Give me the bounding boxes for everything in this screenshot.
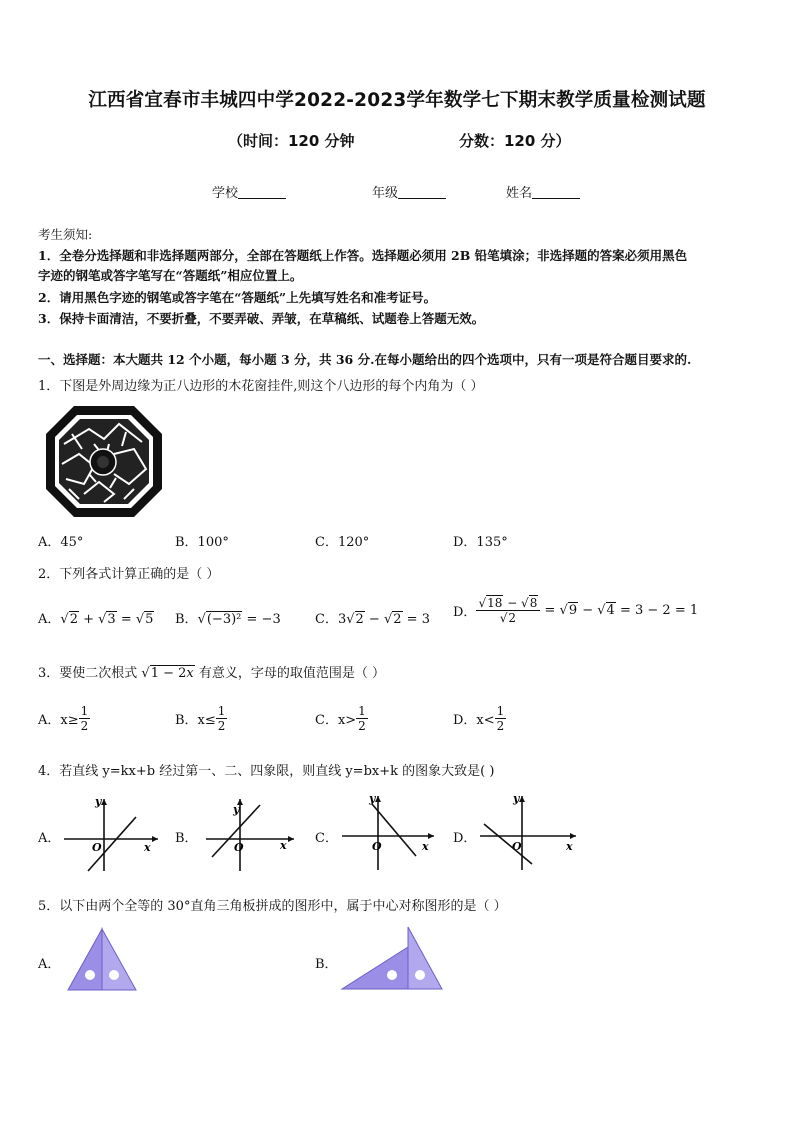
q2-expr-d: = √9 − √4 = 3 − 2 = 1 [540, 603, 699, 618]
q3-stem-post: 有意义，字母的取值范围是（ ） [198, 666, 386, 681]
school-label: 学校 [212, 186, 239, 201]
q2-label-d: D． [453, 605, 477, 620]
grade-label: 年级 [372, 186, 399, 201]
q3-option-a[interactable] [38, 704, 90, 733]
q5-figure-b [340, 925, 444, 993]
q4-graph-d [476, 790, 582, 875]
q2-expr-c: 3√2 − √2 = 3 [337, 612, 430, 627]
q2-fraction-d: $\frac{√18 - √8}{√2}$ [476, 596, 540, 625]
svg-text:y: y [369, 792, 376, 805]
notice-item-1-line-1: 1．全卷分选择题和非选择题两部分，全部在答题纸上作答。选择题必须用 2B 铅笔填涂；非选择题的答案必须用黑色 [38, 248, 688, 263]
svg-text:O: O [372, 840, 382, 853]
exam-score: 分数：120 分） [459, 132, 571, 150]
svg-text:x: x [566, 840, 573, 853]
q2-option-a[interactable] [38, 608, 154, 627]
svg-text:O: O [512, 840, 522, 853]
svg-text:y: y [513, 792, 520, 805]
name-blank[interactable] [532, 186, 580, 199]
octagon-window-image [44, 404, 164, 519]
notice-heading: 考生须知: [38, 227, 93, 242]
q5-stem: 5．以下由两个全等的 30°直角三角板拼成的图形中，属于中心对称图形的是（ ） [38, 899, 507, 914]
q3-option-c[interactable] [315, 704, 368, 733]
q4-label-d[interactable]: D． [453, 831, 477, 846]
q3-label-d: D．x< [453, 713, 495, 728]
q3-fraction-b: $\frac{1}{2}$ [217, 704, 226, 733]
q2-expr-b: √(−3)² = −3 [197, 612, 281, 627]
q3-label-c: C．x> [315, 713, 357, 728]
q4-stem: 4．若直线 y=kx+b 经过第一、二、四象限，则直线 y=bx+k 的图象大致是( ) [38, 764, 495, 779]
section-heading: 一、选择题：本大题共 12 个小题，每小题 3 分，共 36 分.在每小题给出的四个选项中，只有一项是符合题目要求的. [38, 352, 692, 367]
svg-text:x: x [144, 841, 151, 854]
q5-figure-a [66, 927, 138, 993]
svg-text:O: O [92, 841, 102, 854]
q3-stem [38, 662, 385, 681]
q2-label-a: A． [38, 612, 61, 627]
name-field [506, 182, 580, 201]
q3-option-d[interactable] [453, 704, 506, 733]
q3-fraction-c: $\frac{1}{2}$ [358, 704, 366, 733]
q3-label-a: A．x≥ [38, 713, 79, 728]
svg-text:x: x [280, 839, 287, 852]
q1-option-c[interactable]: C．120° [315, 535, 370, 550]
q3-fraction-d: $\frac{1}{2}$ [496, 704, 505, 733]
notice-item-2: 2．请用黑色字迹的钢笔或答字笔在“答题纸”上先填写姓名和准考证号。 [38, 290, 437, 305]
q2-option-c[interactable] [315, 608, 430, 627]
q5-label-a[interactable]: A． [38, 957, 61, 972]
q3-label-b: B．x≤ [175, 713, 216, 728]
svg-text:x: x [422, 840, 429, 853]
q2-expr-a: √2 + √3 = √5 [60, 612, 154, 627]
grade-field [372, 182, 446, 201]
q4-label-a[interactable]: A． [38, 831, 61, 846]
svg-text:y: y [233, 803, 240, 816]
q4-graph-a [58, 793, 163, 875]
name-label: 姓名 [506, 186, 533, 201]
q2-label-b: B． [175, 612, 198, 627]
svg-text:y: y [95, 795, 102, 808]
q1-stem: 1．下图是外周边缘为正八边形的木花窗挂件,则这个八边形的每个内角为（ ） [38, 379, 484, 394]
q2-option-d[interactable] [453, 596, 698, 625]
school-blank[interactable] [238, 186, 286, 199]
q3-option-b[interactable] [175, 704, 227, 733]
school-field [212, 182, 286, 201]
svg-text:O: O [234, 841, 244, 854]
q4-label-b[interactable]: B． [175, 831, 198, 846]
q3-fraction-a: $\frac{1}{2}$ [80, 704, 89, 733]
q4-graph-b [200, 793, 300, 875]
q1-option-d[interactable]: D．135° [453, 535, 508, 550]
q3-radical: √1 − 2x [137, 666, 194, 681]
exam-time: （时间：120 分钟 [228, 132, 355, 150]
notice-item-1-line-2: 字迹的钢笔或答字笔写在“答题纸”相应位置上。 [38, 268, 303, 283]
page-title: 江西省宜春市丰城四中学2022-2023学年数学七下期末教学质量检测试题 [88, 90, 706, 111]
notice-item-3: 3．保持卡面清洁，不要折叠，不要弄破、弄皱，在草稿纸、试题卷上答题无效。 [38, 311, 485, 326]
q2-stem: 2．下列各式计算正确的是（ ） [38, 567, 220, 582]
q1-option-b[interactable]: B．100° [175, 535, 229, 550]
q3-stem-pre: 3．要使二次根式 [38, 666, 138, 681]
q4-label-c[interactable]: C． [315, 831, 338, 846]
grade-blank[interactable] [398, 186, 446, 199]
q5-label-b[interactable]: B． [315, 957, 338, 972]
q2-label-c: C． [315, 612, 338, 627]
q2-option-b[interactable] [175, 608, 281, 627]
q4-graph-c [338, 790, 438, 875]
q1-option-a[interactable]: A．45° [38, 535, 84, 550]
